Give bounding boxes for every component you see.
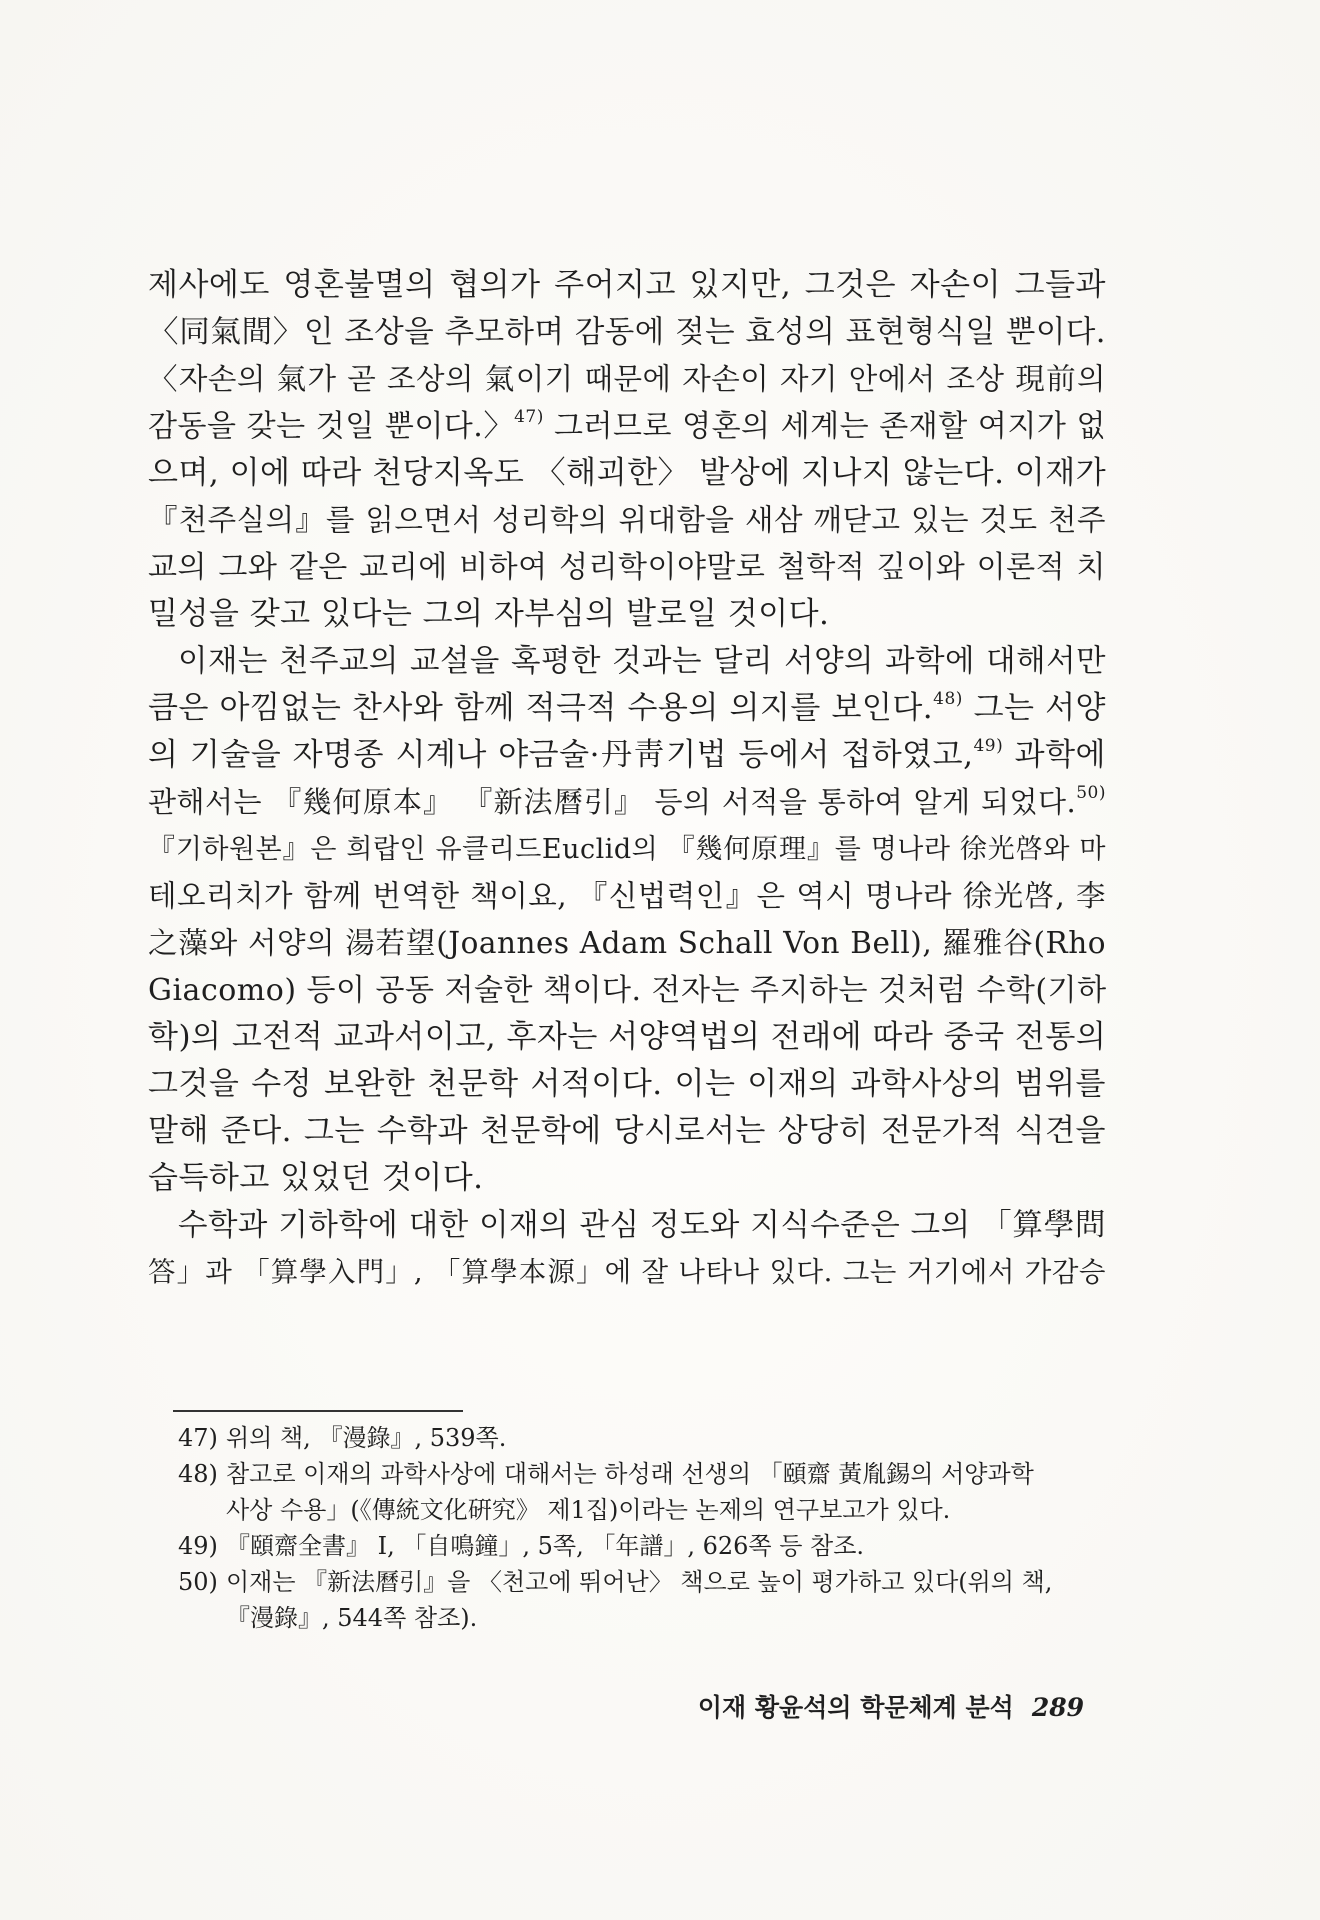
- footnote-ref[interactable]: 50): [1076, 783, 1106, 803]
- body-line: [148, 1249, 1106, 1296]
- body-line: [148, 685, 1106, 732]
- footnote-ref[interactable]: 48): [933, 689, 963, 709]
- footnote-line: [178, 1600, 1098, 1636]
- body-line-text: 감동을 갖는 것일 뿐이다.〉: [148, 409, 515, 444]
- body-line: [148, 1108, 1106, 1155]
- body-line-text: 밀성을 갖고 있다는 그의 자부심의 발로일 것이다.: [148, 596, 830, 632]
- body-line: [148, 309, 1106, 356]
- body-line: [148, 497, 1106, 544]
- body-line: [148, 544, 1106, 591]
- footnote-text: 사상 수용」(《傳統文化硏究》 제1집)이라는 논제의 연구보고가 있다.: [226, 1496, 951, 1524]
- body-line: [148, 1061, 1106, 1108]
- body-line: [148, 873, 1106, 920]
- body-line: [148, 403, 1106, 450]
- body-line-text: 이재는 천주교의 교설을 혹평한 것과는 달리 서양의 과학에 대해서만: [178, 644, 1106, 679]
- body-line-text: 〈자손의 氣가 곧 조상의 氣이기 때문에 자손이 자기 안에서 조상 現前의: [148, 362, 1106, 396]
- body-text: [148, 262, 1106, 1296]
- footnote-text: 위의 책, 『漫錄』, 539쪽.: [226, 1424, 507, 1452]
- footnote-number: 49): [178, 1532, 218, 1560]
- body-line-text: Giacomo) 등이 공동 저술한 책이다. 전자는 주지하는 것처럼 수학(기하: [148, 973, 1107, 1008]
- body-line-text: 『천주실의』를 읽으면서 성리학의 위대함을 새삼 깨닫고 있는 것도 천주: [148, 503, 1106, 537]
- footnote-number: 50): [178, 1568, 218, 1596]
- body-line: [148, 262, 1106, 309]
- footnote-line: [178, 1564, 1098, 1600]
- footnote-line: [178, 1420, 1098, 1456]
- body-line-text: 『기하원본』은 희랍인 유클리드Euclid의 『幾何原理』를 명나라 徐光啓와 마: [148, 834, 1106, 865]
- footnotes: [178, 1420, 1098, 1636]
- body-line: [148, 1155, 1106, 1202]
- body-line-text: 습득하고 있었던 것이다.: [148, 1160, 484, 1196]
- body-line-text: 큼은 아낌없는 찬사와 함께 적극적 수용의 의지를 보인다.: [148, 690, 934, 726]
- footnote-line: [178, 1528, 1098, 1564]
- footnote-ref[interactable]: 47): [514, 407, 544, 427]
- footnote-number: 48): [178, 1460, 218, 1488]
- body-line-text: 之藻와 서양의 湯若望(Joannes Adam Schall Von Bell), 羅雅谷(Rho: [148, 926, 1106, 960]
- running-footer: [698, 1688, 1084, 1724]
- body-line: [148, 779, 1106, 826]
- footnote-number: 47): [178, 1424, 218, 1452]
- body-line-text: 테오리치가 함께 번역한 책이요, 『신법력인』은 역시 명나라 徐光啓, 李: [148, 879, 1106, 913]
- footnote-text: 『頤齋全書』 I, 「自鳴鐘」, 5쪽, 「年譜」, 626쪽 등 참조.: [226, 1532, 865, 1560]
- body-line-text: 관해서는 『幾何原本』 『新法曆引』 등의 서적을 통하여 알게 되었다.: [148, 785, 1077, 819]
- footnote-divider: [173, 1410, 463, 1412]
- body-line: [148, 967, 1106, 1014]
- body-line-text: 제사에도 영혼불멸의 협의가 주어지고 있지만, 그것은 자손이 그들과: [148, 267, 1106, 303]
- body-line: [148, 920, 1106, 967]
- body-line-text: 교의 그와 같은 교리에 비하여 성리학이야말로 철학적 깊이와 이론적 치: [148, 550, 1106, 585]
- footnote-line: [178, 1492, 1098, 1528]
- body-line-text: 그것을 수정 보완한 천문학 서적이다. 이는 이재의 과학사상의 범위를: [148, 1066, 1106, 1102]
- body-line: [148, 638, 1106, 685]
- body-line: [148, 1202, 1106, 1249]
- body-line-text: 으며, 이에 따라 천당지옥도 〈해괴한〉 발상에 지나지 않는다. 이재가: [148, 455, 1107, 491]
- page-number: 289: [1031, 1693, 1084, 1722]
- body-line-text: 答」과 「算學入門」, 「算學本源」에 잘 나타나 있다. 그는 거기에서 가감승: [148, 1256, 1106, 1288]
- body-line: [148, 450, 1106, 497]
- body-line: [148, 591, 1106, 638]
- footnote-ref[interactable]: 49): [973, 736, 1004, 756]
- body-line-text: 말해 준다. 그는 수학과 천문학에 당시로서는 상당히 전문가적 식견을: [148, 1113, 1106, 1149]
- body-line: [148, 356, 1106, 403]
- body-line-text: 의 기술을 자명종 시계나 야금술·丹靑기법 등에서 접하였고,: [148, 737, 974, 773]
- body-line: [148, 732, 1106, 779]
- body-line-text-after: 그는 서양: [962, 690, 1107, 726]
- footnote-text: 참고로 이재의 과학사상에 대해서는 하성래 선생의 「頤齋 黃胤錫의 서양과학: [226, 1460, 1034, 1488]
- body-line: [148, 1014, 1106, 1061]
- running-title: 이재 황윤석의 학문체계 분석: [697, 1693, 1014, 1722]
- body-line-text-after: 그러므로 영혼의 세계는 존재할 여지가 없: [543, 409, 1106, 444]
- footnote-text: 『漫錄』, 544쪽 참조).: [226, 1604, 478, 1632]
- footnote-text: 이재는 『新法曆引』을 〈천고에 뛰어난〉 책으로 높이 평가하고 있다(위의 책,: [226, 1568, 1053, 1596]
- body-line-text: 수학과 기하학에 대한 이재의 관심 정도와 지식수준은 그의 「算學問: [178, 1208, 1106, 1243]
- body-line-text-after: 과학에: [1003, 737, 1106, 773]
- body-line: [148, 826, 1106, 873]
- body-line-text: 학)의 고전적 교과서이고, 후자는 서양역법의 전래에 따라 중국 전통의: [148, 1019, 1107, 1055]
- body-line-text: 〈同氣間〉인 조상을 추모하며 감동에 젖는 효성의 표현형식일 뿐이다.: [148, 315, 1106, 350]
- footnote-line: [178, 1456, 1098, 1492]
